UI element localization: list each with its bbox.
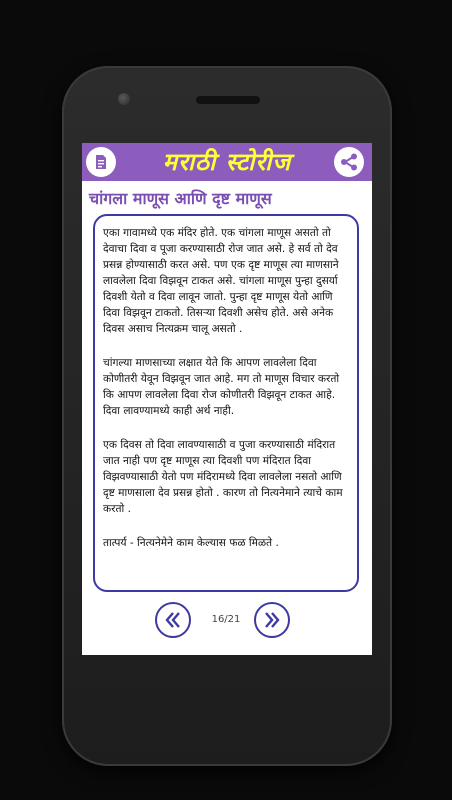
story-card[interactable] [93, 214, 359, 592]
story-title: चांगला माणूस आणि दृष्ट माणूस [89, 189, 272, 208]
share-icon-glyph [339, 152, 359, 172]
pagination-bar [82, 599, 372, 643]
earpiece-speaker [196, 96, 260, 104]
front-camera [118, 93, 130, 105]
double-chevron-right-icon [261, 609, 283, 631]
previous-button[interactable] [155, 602, 191, 638]
story-paragraph: चांगल्या माणसाच्या लक्षात येते कि आपण लावलेला दिवा कोणीतरी येवून विझवून जात आहे. मग तो माणूस विचार करतो कि आपण लावलेला दिवा रोज कोणीतरी विझवून टाकत आहे. दिवा लावण्यामध्ये काही अर्थ नाही. [103, 357, 340, 417]
page-indicator: 16/21 [211, 614, 241, 625]
app-screen [82, 143, 372, 655]
share-icon[interactable] [334, 147, 364, 177]
app-bar [82, 143, 372, 181]
story-moral: तात्पर्य - नित्यनेमेने काम केल्यास फळ मिळते . [103, 537, 279, 549]
story-paragraph: एका गावामध्ये एक मंदिर होते. एक चांगला माणूस असतो तो देवाचा दिवा व पूजा करण्यासाठी रोज जात असे. हे सर्व तो देव प्रसन्न होण्यासाठी करत असे. पण एक दृष्ट माणूस त्या माणसाने लावलेला दिवा विझवून टाकत असे. चांगला माणूस पुन्हा दुसर्या दिवशी येतो व दिवा लावून जातो. पुन्हा दृष्ट माणूस येतो आणि दिवा विझवून टाकतो. तिसऱ्या दिवशी असेच होते. असे अनेक दिवस असाच नित्यक्रम चालू असतो . [103, 227, 339, 335]
document-icon[interactable] [86, 147, 116, 177]
next-button[interactable] [254, 602, 290, 638]
story-paragraph: एक दिवस तो दिवा लावण्यासाठी व पुजा करण्यासाठी मंदिरात जात नाही पण दृष्ट माणूस त्या दिवशी पण मंदिरात दिवा विझवण्यासाठी येतो पण मंदिरामध्ये दिवा लावलेला नसतो आणि दृष्ट माणसाला देव प्रसन्न होतो . कारण तो नित्यनेमाने त्याचे काम करतो . [103, 439, 343, 515]
document-icon-glyph [92, 153, 110, 171]
double-chevron-left-icon [162, 609, 184, 631]
app-title: मराठी स्टोरीज [162, 147, 292, 176]
